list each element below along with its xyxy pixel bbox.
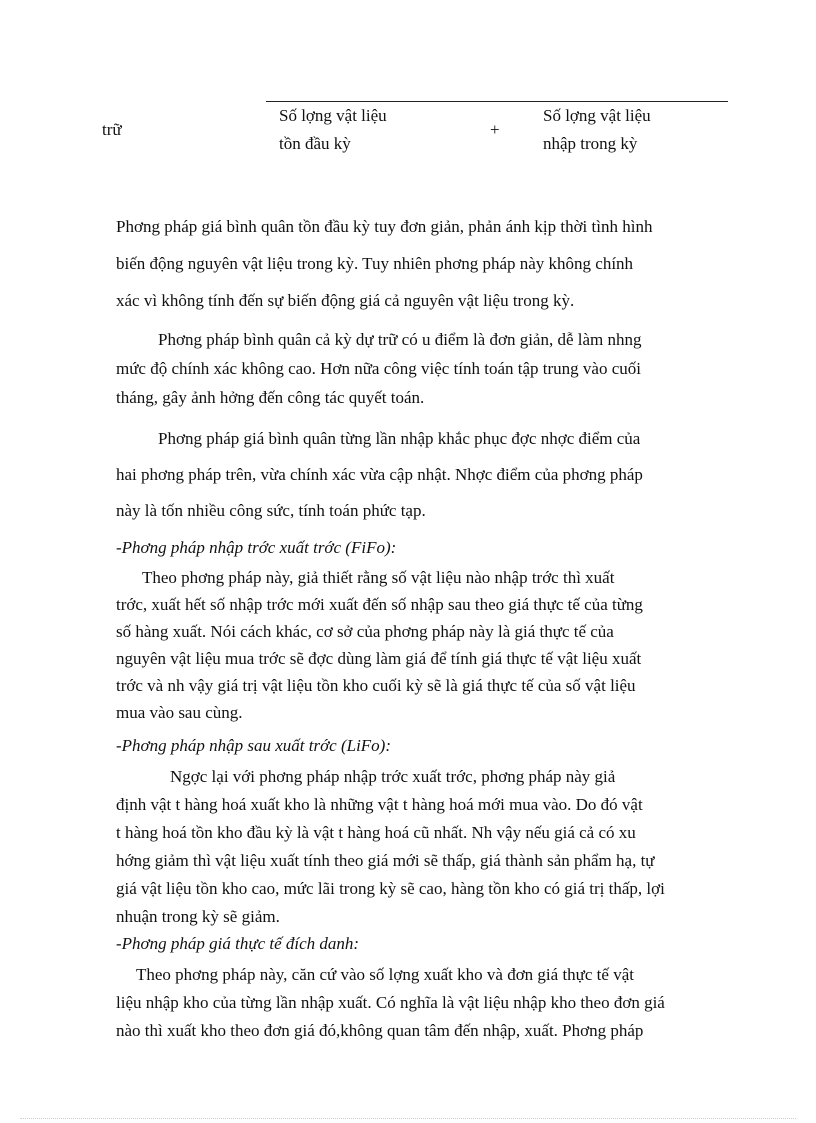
paragraph-specific-identification [116, 961, 721, 1045]
text-line: hai phơng pháp trên, vừa chính xác vừa cập nhật. Nhợc điểm của phơng pháp [116, 465, 643, 484]
text-line: hớng giảm thì vật liệu xuất tính theo giá mới sẽ thấp, giá thành sản phẩm hạ, tự [116, 851, 655, 870]
heading-specific-identification: -Phơng pháp giá thực tế đích danh: [116, 934, 360, 953]
text-line: Theo phơng pháp này, căn cứ vào số lợng xuất kho và đơn giá thực tế vật [136, 965, 634, 984]
formula-term2-line1: Số lợng vật liệu [543, 106, 651, 125]
text-line: nhuận trong kỳ sẽ giảm. [116, 907, 280, 926]
text-line: số hàng xuất. Nói cách khác, cơ sở của phơng pháp này là giá thực tế của [116, 622, 614, 641]
paragraph-average-period [116, 325, 721, 412]
formula-left-word: trữ [102, 120, 122, 139]
text-line: biến động nguyên vật liệu trong kỳ. Tuy nhiên phơng pháp này không chính [116, 254, 634, 273]
text-line: Phơng pháp giá bình quân từng lần nhập khắc phục đợc nhợc điểm của [158, 429, 641, 448]
text-line: liệu nhập kho của từng lần nhập xuất. Có nghĩa là vật liệu nhập kho theo đơn giá [116, 993, 665, 1012]
text-line: t hàng hoá tồn kho đầu kỳ là vật t hàng hoá cũ nhất. Nh vậy nếu giá cả có xu [116, 823, 636, 842]
text-line: nguyên vật liệu mua trớc sẽ đợc dùng làm giá để tính giá thực tế vật liệu xuất [116, 649, 642, 668]
text-line: xác vì không tính đến sự biến động giá cả nguyên vật liệu trong kỳ. [116, 291, 575, 310]
formula-term1-line1: Số lợng vật liệu [279, 106, 387, 125]
page-bottom-border [20, 1118, 796, 1119]
paragraph-moving-average [116, 421, 721, 529]
text-line: mua vào sau cùng. [116, 703, 243, 722]
paragraph-average-opening [116, 208, 721, 319]
formula-plus-operator: + [490, 120, 500, 139]
text-line: Theo phơng pháp này, giả thiết rằng số vật liệu nào nhập trớc thì xuất [142, 568, 615, 587]
heading-fifo: -Phơng pháp nhập trớc xuất trớc (FiFo): [116, 538, 397, 557]
text-line: Phơng pháp giá bình quân tồn đầu kỳ tuy đơn giản, phản ánh kịp thời tình hình [116, 217, 653, 236]
text-line: này là tốn nhiều công sức, tính toán phức tạp. [116, 501, 426, 520]
formula-term2-line2: nhập trong kỳ [543, 134, 638, 153]
paragraph-fifo [116, 564, 721, 726]
text-line: trớc và nh vậy giá trị vật liệu tồn kho cuối kỳ sẽ là giá thực tế của số vật liệu [116, 676, 636, 695]
text-line: tháng, gây ảnh hởng đến công tác quyết toán. [116, 388, 425, 407]
text-line: Phơng pháp bình quân cả kỳ dự trữ có u điểm là đơn giản, dễ làm nhng [158, 330, 642, 349]
text-line: Ngợc lại với phơng pháp nhập trớc xuất trớc, phơng pháp này giả [170, 767, 616, 786]
paragraph-lifo [116, 763, 721, 931]
fraction-bar [266, 101, 728, 102]
text-line: mức độ chính xác không cao. Hơn nữa công việc tính toán tập trung vào cuối [116, 359, 641, 378]
text-line: trớc, xuất hết số nhập trớc mới xuất đến số nhập sau theo giá thực tế của từng [116, 595, 643, 614]
text-line: nào thì xuất kho theo đơn giá đó,không quan tâm đến nhập, xuất. Phơng pháp [116, 1021, 644, 1040]
heading-lifo: -Phơng pháp nhập sau xuất trớc (LiFo): [116, 736, 392, 755]
text-line: định vật t hàng hoá xuất kho là những vật t hàng hoá mới mua vào. Do đó vật [116, 795, 643, 814]
formula-term1-line2: tồn đầu kỳ [279, 134, 351, 153]
text-line: giá vật liệu tồn kho cao, mức lãi trong kỳ sẽ cao, hàng tồn kho có giá trị thấp, lợi [116, 879, 665, 898]
